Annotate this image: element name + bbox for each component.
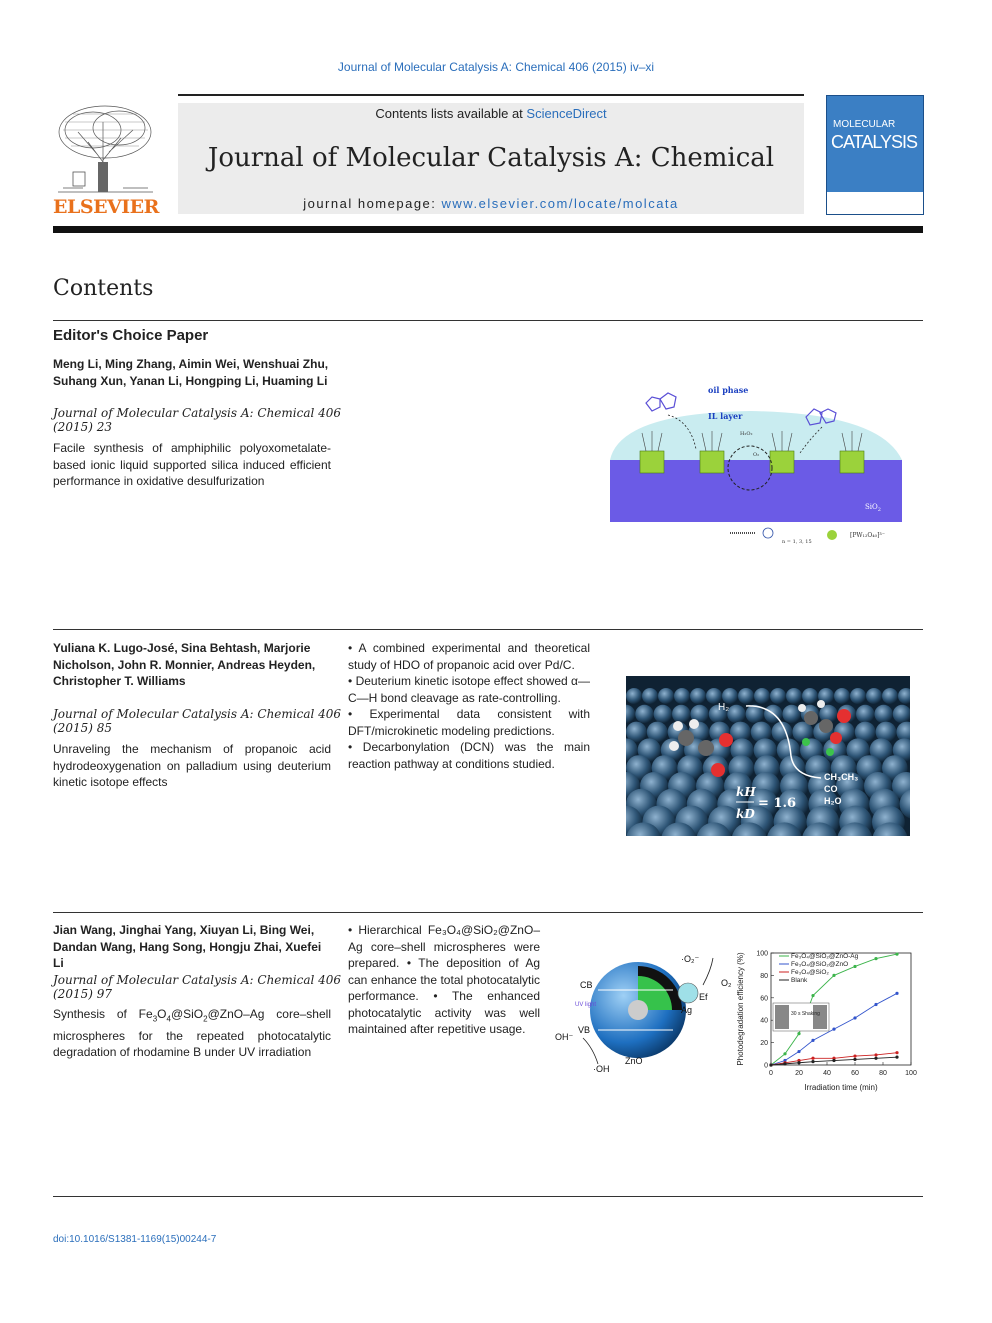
masthead-bottom-rule [53, 226, 923, 233]
x-tick-label: 20 [795, 1070, 803, 1077]
superoxide-label: ·O₂⁻ [681, 954, 700, 964]
hydroxyl-radical-label: ·OH [593, 1064, 610, 1074]
article-3-title-start: Synthesis of Fe [53, 1007, 153, 1021]
cb-label: CB [580, 980, 593, 990]
data-point [797, 1050, 800, 1053]
pd-atom [672, 705, 690, 723]
y-tick-label: 0 [764, 1062, 768, 1070]
inset-label: 30 s Shaking [791, 1011, 820, 1017]
pd-atom [850, 688, 866, 704]
highlight-item: • Decarbonylation (DCN) was the main reaction pathway at conditions studied. [348, 740, 590, 771]
data-point [853, 965, 856, 968]
data-point [769, 1063, 772, 1066]
y-tick-label: 60 [760, 995, 768, 1003]
divider-2 [53, 629, 923, 630]
masthead-top-rule [178, 94, 804, 96]
pd-atom [727, 705, 745, 723]
data-point [853, 1054, 856, 1057]
article-2-authors: Yuliana K. Lugo-José, Sina Behtash, Marjorie Nicholson, John R. Monnier, Andreas Heyden, Christopher T. Williams [53, 641, 316, 688]
highlight-item: • A combined experimental and theoretical study of HDO of propanoic acid over Pd/C. [348, 641, 590, 672]
uv-light-label: UV light [575, 1002, 597, 1008]
chain-length-label: n = 1, 3, 15 [782, 539, 812, 545]
product-co: CO [824, 784, 838, 794]
running-head[interactable]: Journal of Molecular Catalysis A: Chemical 406 (2015) iv–xi [337, 60, 655, 74]
x-tick-label: 80 [879, 1070, 887, 1077]
y-tick-label: 100 [756, 950, 768, 958]
ratio-value: = 1.6 [758, 796, 797, 811]
homepage-label: journal homepage: [303, 196, 437, 211]
pd-atom [635, 705, 653, 723]
y-tick-label: 40 [760, 1017, 768, 1025]
pd-atom [738, 688, 754, 704]
pd-atom [658, 688, 674, 704]
data-point [895, 992, 898, 995]
data-point [811, 1039, 814, 1042]
cover-word: CATALYSIS [831, 132, 918, 152]
journal-cover-image[interactable] [826, 95, 924, 215]
il-layer-label: IL layer [708, 411, 743, 421]
pd-atom [754, 688, 770, 704]
pd-atom [866, 688, 882, 704]
article-2-graphical-abstract [626, 676, 910, 836]
product-ethane: CH₃CH₃ [824, 772, 859, 782]
article-3-highlights: • Hierarchical Fe₃O₄@SiO₂@ZnO–Ag core–shell microspheres were prepared. • The deposition of Ag can enhance the total photocatalytic performance. • The enhanced photocatalytic activity was well maintained after repetitive usage. [348, 923, 540, 1036]
elsevier-wordmark: ELSEVIER [53, 196, 159, 218]
data-point [783, 1062, 786, 1065]
article-3-citation[interactable]: Journal of Molecular Catalysis A: Chemical 406 (2015) 97 [53, 973, 342, 1001]
sciencedirect-link[interactable]: ScienceDirect [526, 106, 607, 121]
data-point [895, 953, 898, 956]
homepage-url-link[interactable]: www.elsevier.com/locate/molcata [441, 196, 679, 211]
h2o2-label: H₂O₂ [740, 431, 753, 437]
data-point [832, 1059, 835, 1062]
data-point [832, 974, 835, 977]
pw-anion-label: [PW₁₂O₄₀]³⁻ [850, 532, 885, 539]
data-point [874, 957, 877, 960]
article-3-title-rest: core–shell microspheres for the repeated photocatalytic degradation of rhodamine B under UV irradiation [53, 1007, 331, 1060]
zno-label: ZnO [625, 1056, 643, 1066]
legend-entry: Fe₃O₄@SiO₂@ZnO-Ag [791, 953, 859, 960]
kh-label: kH [736, 785, 756, 799]
cover-footer-band [827, 192, 923, 214]
x-tick-label: 100 [905, 1070, 917, 1077]
journal-homepage [178, 196, 804, 211]
pd-atom [690, 688, 706, 704]
data-point [832, 1028, 835, 1031]
article-2-title[interactable]: Unraveling the mechanism of propanoic acid hydrodeoxygenation on palladium using deuterium kinetic isotope effects [53, 742, 331, 789]
contents-available-line [178, 106, 804, 121]
article-2-highlights [348, 640, 590, 772]
pd-atom [642, 688, 658, 704]
product-water: H₂O [824, 796, 842, 806]
ag-label: Ag [681, 1005, 693, 1015]
legend-entry: Fe₃O₄@SiO₂@ZnO [791, 961, 849, 968]
elsevier-tree-logo [53, 102, 157, 194]
legend-entry: Blank [791, 977, 808, 984]
contents-available-text: Contents lists available at [375, 106, 523, 121]
pd-atom [786, 688, 802, 704]
pd-atom [674, 688, 690, 704]
sio2-label: SiO$_2$ [865, 503, 881, 513]
highlight-item: • Experimental data consistent with DFT/microkinetic modeling predictions. [348, 707, 590, 738]
h2-label: H₂ [718, 702, 730, 713]
data-point [811, 1060, 814, 1063]
data-point [874, 1053, 877, 1056]
divider-3 [53, 912, 923, 913]
section-heading: Editor's Choice Paper [53, 327, 209, 344]
highlight-item: • Deuterium kinetic isotope effect showed α—C—H bond cleavage as rate-controlling. [348, 674, 590, 705]
y-tick-label: 80 [760, 972, 768, 980]
x-axis-label: Irradiation time (min) [804, 1083, 878, 1092]
pd-atom [834, 688, 850, 704]
data-point [797, 1032, 800, 1035]
divider-1 [53, 320, 923, 321]
ef-label: Ef [699, 992, 708, 1002]
data-point [797, 1061, 800, 1064]
y-axis-label: Photodegradation efficiency (%) [736, 952, 745, 1066]
article-2-citation[interactable]: Journal of Molecular Catalysis A: Chemical 406 (2015) 85 [53, 707, 342, 735]
y-tick-label: 20 [760, 1040, 768, 1048]
article-1-citation[interactable]: Journal of Molecular Catalysis A: Chemical 406 (2015) 23 [53, 406, 342, 434]
article-3-mechanism-diagram [553, 940, 733, 1080]
hydroxide-label: OH⁻ [555, 1032, 574, 1042]
pd-atom [770, 688, 786, 704]
pd-atom [626, 688, 642, 704]
pd-atom [802, 688, 818, 704]
o2-label: O₂ [721, 978, 732, 988]
legend-entry: Fe₃O₄@SiO₂ [791, 969, 829, 976]
doi-link[interactable]: doi:10.1016/S1381-1169(15)00244-7 [53, 1234, 217, 1245]
oil-phase-label: oil phase [708, 385, 749, 395]
data-point [811, 1057, 814, 1060]
article-1-title[interactable]: Facile synthesis of amphiphilic polyoxometalate-based ionic liquid supported silica induced efficient performance in oxidative desulfurization [53, 441, 331, 488]
vb-label: VB [578, 1025, 591, 1035]
x-tick-label: 0 [769, 1070, 773, 1077]
data-point [811, 994, 814, 997]
article-1-graphical-abstract [610, 383, 902, 545]
pd-atom [874, 705, 892, 723]
x-tick-label: 60 [851, 1070, 859, 1077]
article-3-authors: Jian Wang, Jinghai Yang, Xiuyan Li, Bing Wei, Dandan Wang, Hang Song, Hongju Zhai, Xuefei Li [53, 923, 322, 970]
photodegradation-chart [733, 945, 925, 1095]
footer-rule [53, 1196, 923, 1197]
pd-atom [882, 688, 898, 704]
article-1-authors: Meng Li, Ming Zhang, Aimin Wei, Wenshuai Zhu, Suhang Xun, Yanan Li, Hongping Li, Huaming Li [53, 357, 329, 388]
pd-atom [856, 705, 874, 723]
article-3-title[interactable]: Synthesis of $Fe_3O_4@SiO_2@ZnO-Ag$ core–shell microspheres for the repeated photocatalytic degradation of rhodamine B under UV irradiation [53, 1007, 331, 1060]
data-point [853, 1058, 856, 1061]
ag-nanoparticle [678, 983, 698, 1003]
x-tick-label: 40 [823, 1070, 831, 1077]
cover-title: MOLECULAR [833, 119, 896, 130]
pd-atom [654, 705, 672, 723]
journal-title: Journal of Molecular Catalysis A: Chemical [207, 143, 775, 173]
data-point [895, 1056, 898, 1059]
page-heading: Contents [53, 276, 154, 301]
data-point [853, 1016, 856, 1019]
data-point [874, 1057, 877, 1060]
data-point [783, 1052, 786, 1055]
kd-label: kD [736, 807, 755, 821]
data-point [895, 1051, 898, 1054]
data-point [874, 1003, 877, 1006]
o2-label: O₂ [753, 452, 760, 458]
